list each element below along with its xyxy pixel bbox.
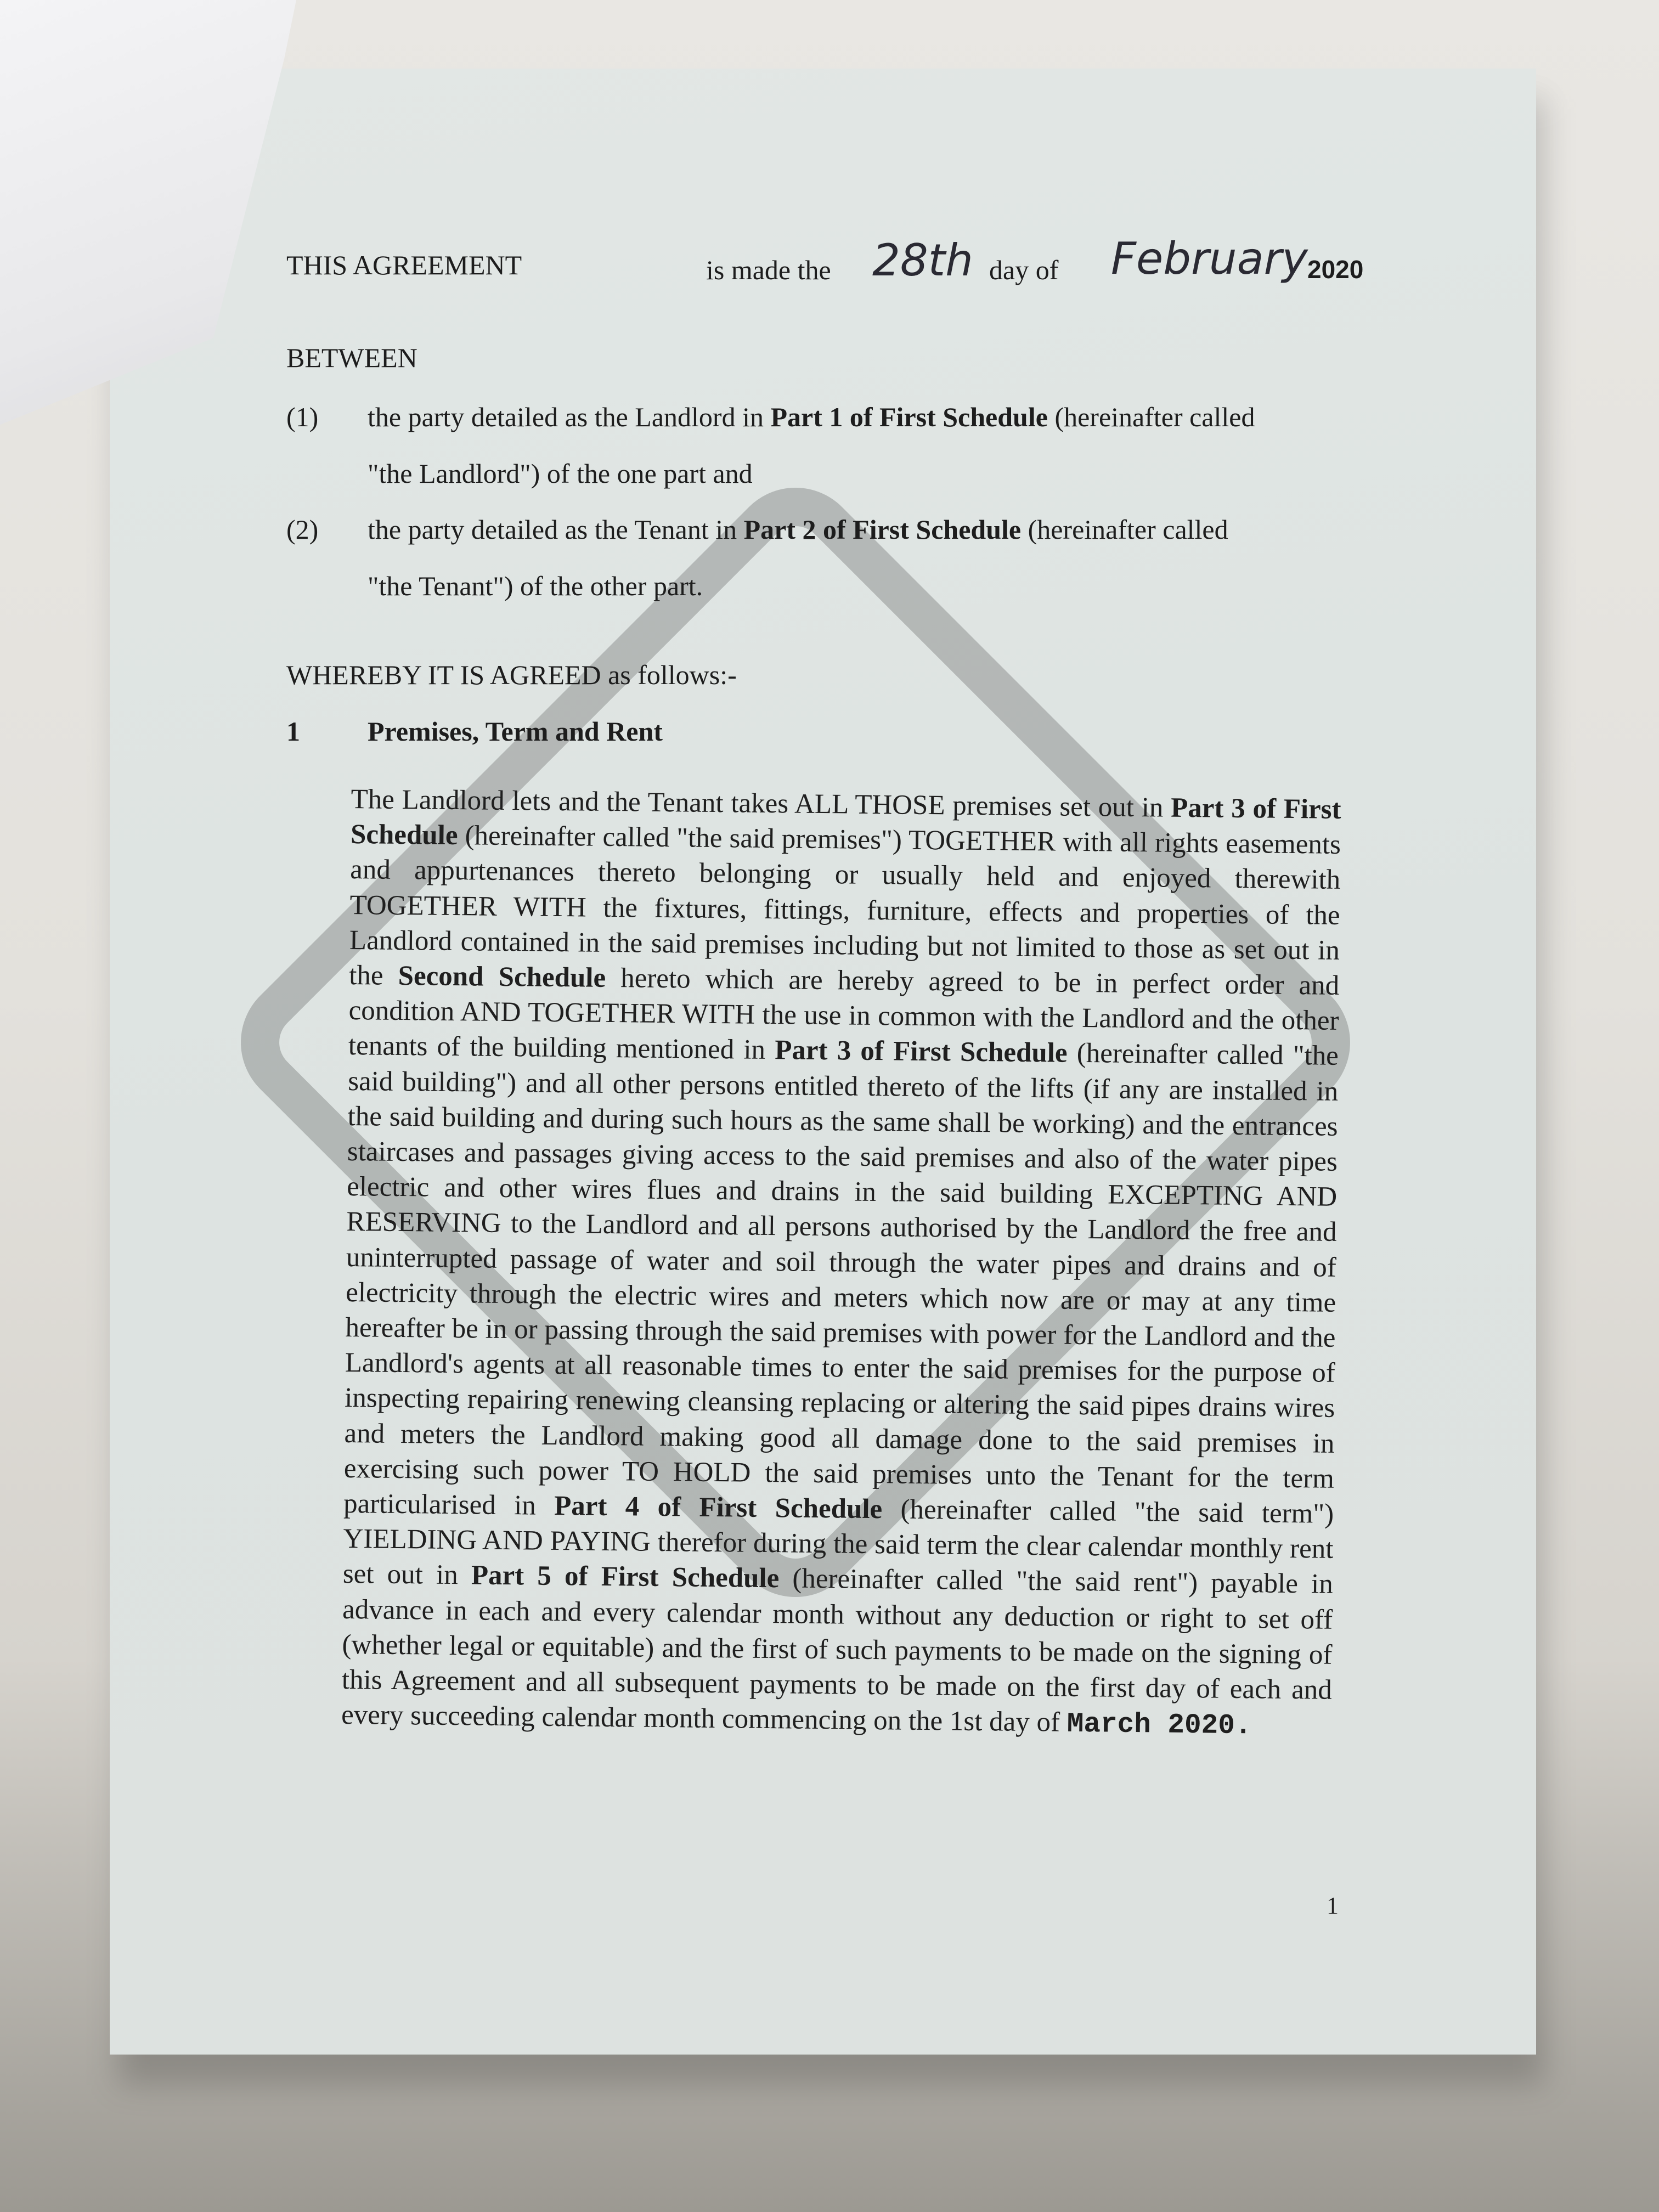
body-text-run: The Landlord lets and the Tenant takes ALL THOSE premises set out in: [351, 783, 1171, 823]
handwritten-month: February: [1111, 233, 1308, 284]
party-1-number: (1): [286, 402, 319, 432]
body-text-run: (hereinafter called "the said building") and all other persons entitled thereto of the lifts (if any are installed in the said building and during such hours as the same shall be working) and the entrances staircases and passages giving access to the said premises and also of the water pipes electric and other wires flues and drains in the said building EXCEPTING AND RESERVING to the Landlord and all persons authorised by the Landlord the free and uninterrupted passage of water and soil through the water pipes and drains and of electricity through the electric wires and meters which now are or may at any time hereafter be in or passing through the said premises with power for the Landlord and the Landlord's agents at all reasonable times to enter the said premises for the purpose of inspecting repairing renewing cleansing replacing or altering the said pipes drains wires and meters the Landlord making good all damage done to the said premises in exercising such power TO HOLD the said premises unto the Tenant for the term particularised in: [343, 1038, 1339, 1522]
agreement-year: 2020: [1307, 255, 1364, 284]
day-of-label: day of: [989, 255, 1059, 285]
bold-schedule-reference: Part 4 of First Schedule: [554, 1491, 883, 1525]
made-the-label: is made the: [706, 255, 831, 285]
body-text-run: hereto which are hereby agreed to be in perfect order and condition AND TOGETHER WITH the use in common with the Landlord and the other tenants of the building mentioned in: [348, 962, 1340, 1066]
clause-title: Premises, Term and Rent: [368, 716, 663, 747]
body-text-run: (hereinafter called "the said term") YIELDING AND PAYING therefor during the said term the clear calendar monthly rent set out in: [342, 1494, 1334, 1591]
party-2-line-2: "the Tenant") of the other part.: [368, 571, 703, 601]
handwritten-day: 28th: [872, 235, 973, 286]
page-number: 1: [1327, 1892, 1339, 1919]
body-text-run: (hereinafter called "the said premises") TOGETHER with all rights easements and appurtenances thereto belonging or usually held and enjoyed therewith TOGETHER WITH the fixtures, fittings, furniture, effects and properties of the Landlord contained in the said premises including but not limited to those as set out in the: [349, 820, 1341, 991]
bold-schedule-reference: Part 5 of First Schedule: [471, 1560, 780, 1594]
party-2-number: (2): [286, 514, 319, 545]
party-2-line-1: the party detailed as the Tenant in Part 2 of First Schedule (hereinafter called: [368, 514, 1228, 545]
party-1-line-2: "the Landlord") of the one part and: [368, 458, 753, 489]
bold-schedule-reference: Part 3 of First Schedule: [350, 792, 1341, 851]
agreement-title: THIS AGREEMENT: [286, 250, 522, 280]
clause-number: 1: [286, 716, 300, 747]
bold-schedule-reference: Second Schedule: [398, 960, 606, 994]
bold-schedule-reference: Part 3 of First Schedule: [774, 1035, 1068, 1069]
whereby-heading: WHEREBY IT IS AGREED as follows:-: [286, 659, 737, 690]
clause-body-paragraph: [341, 782, 1341, 1745]
body-text-run: (hereinafter called "the said rent") payable in advance in each and every calendar month without any deduction or right to set off (whether legal or equitable) and the first of such payments to be made on the signing of this Agreement and all subsequent payments to be made on the first day of each and every succeeding calendar month commencing on the 1st day of: [341, 1563, 1334, 1739]
party-1-line-1: the party detailed as the Landlord in Part 1 of First Schedule (hereinafter called: [368, 402, 1255, 432]
between-heading: BETWEEN: [286, 342, 417, 373]
typed-commencement-date: March 2020.: [1066, 1709, 1252, 1742]
